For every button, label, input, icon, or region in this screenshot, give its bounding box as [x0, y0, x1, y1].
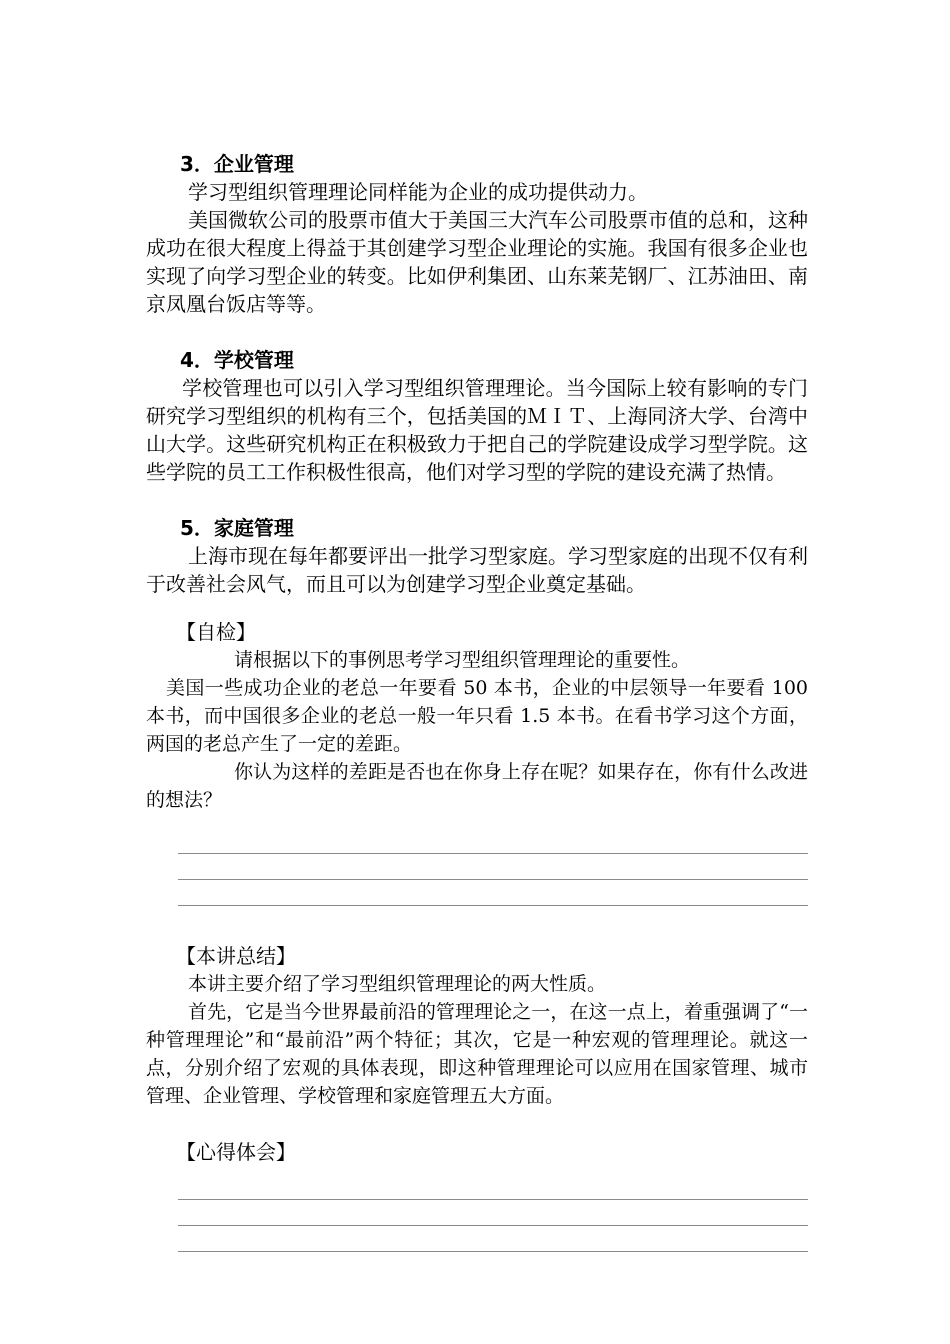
- paragraph: 上海市现在每年都要评出一批学习型家庭。学习型家庭的出现不仅有利于改善社会风气，而且可以为创建学习型企业奠定基础。: [146, 544, 808, 596]
- answer-line[interactable]: [178, 1226, 808, 1252]
- paragraph: 学校管理也可以引入学习型组织管理理论。当今国际上较有影响的专门研究学习型组织的机构有三个，包括美国的ＭＩＴ、上海同济大学、台湾中山大学。这些研究机构正在积极致力于把自己的学院建设成学习型学院。这些学院的员工工作积极性很高，他们对学习型的学院的建设充满了热情。: [146, 376, 808, 484]
- paragraph: 美国一些成功企业的老总一年要看 50 本书，企业的中层领导一年要看 100 本书，而中国很多企业的老总一般一年只看 1.5 本书。在看书学习这个方面，两国的老总产生了一定的差距。: [146, 677, 808, 755]
- paragraph: 首先，它是当今世界最前沿的管理理论之一，在这一点上，着重强调了“一种管理理论”和“最前沿”两个特征；其次，它是一种宏观的管理理论。就这一点，分别介绍了宏观的具体表现，即这种管理理论可以应用在国家管理、城市管理、企业管理、学校管理和家庭管理五大方面。: [146, 1001, 808, 1107]
- section-heading-school: 4．学校管理: [180, 348, 294, 372]
- answer-line[interactable]: [178, 1200, 808, 1226]
- answer-line[interactable]: [178, 828, 808, 854]
- paragraph: 学习型组织管理理论同样能为企业的成功提供动力。: [188, 180, 648, 204]
- section-heading-enterprise: 3．企业管理: [180, 152, 294, 176]
- reflection-title: 【心得体会】: [176, 1140, 296, 1164]
- paragraph: 本讲主要介绍了学习型组织管理理论的两大性质。: [188, 973, 607, 995]
- self-check-title: 【自检】: [176, 620, 256, 644]
- answer-lines[interactable]: [178, 828, 808, 906]
- paragraph: 请根据以下的事例思考学习型组织管理理论的重要性。: [234, 649, 691, 671]
- section-heading-family: 5．家庭管理: [180, 516, 294, 540]
- document-body: [146, 150, 808, 1252]
- answer-line[interactable]: [178, 880, 808, 906]
- answer-line[interactable]: [178, 854, 808, 880]
- reflection-lines[interactable]: [178, 1174, 808, 1252]
- summary-title: 【本讲总结】: [176, 944, 296, 968]
- answer-line[interactable]: [178, 1174, 808, 1200]
- paragraph: 你认为这样的差距是否也在你身上存在呢？如果存在，你有什么改进的想法？: [146, 761, 808, 811]
- paragraph: 美国微软公司的股票市值大于美国三大汽车公司股票市值的总和，这种成功在很大程度上得益于其创建学习型企业理论的实施。我国有很多企业也实现了向学习型企业的转变。比如伊利集团、山东莱芜钢厂、江苏油田、南京凤凰台饭店等等。: [146, 208, 808, 316]
